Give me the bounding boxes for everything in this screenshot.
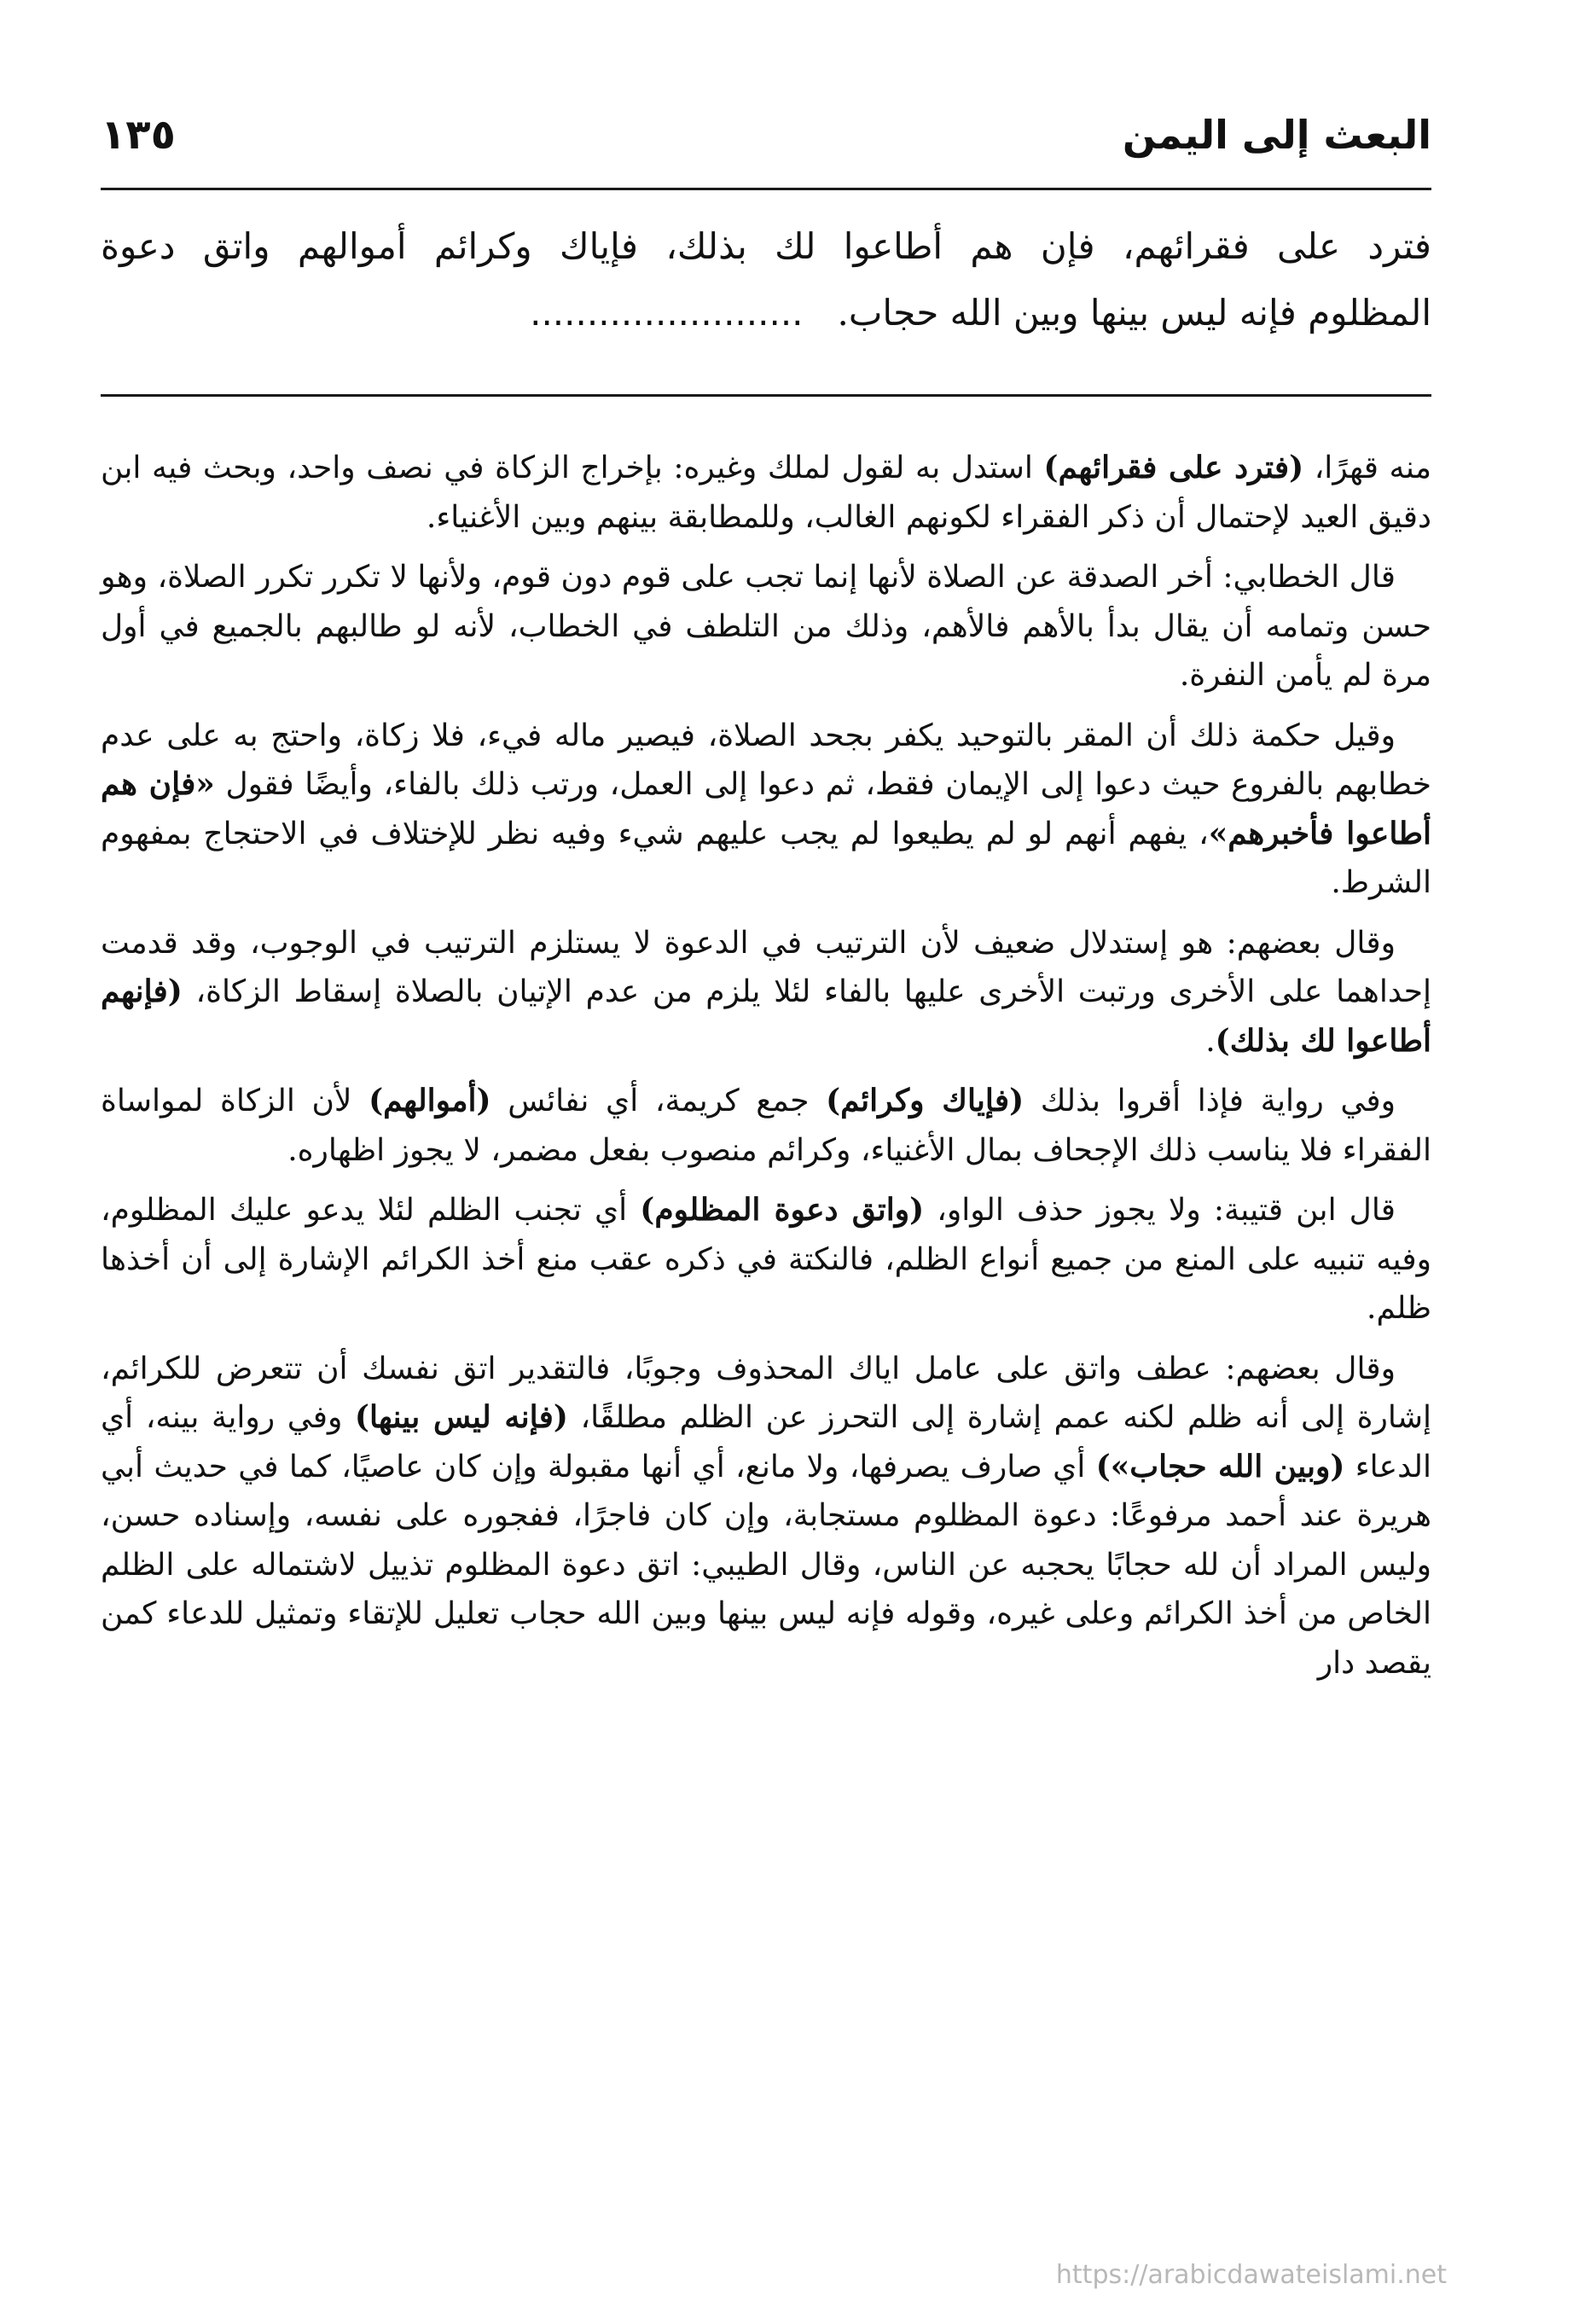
paragraph-text: منه قهرًا، (1303, 450, 1431, 485)
section-rule (101, 394, 1431, 397)
hadith-line-1: فترد على فقرائهم، فإن هم أطاعوا لك بذلك، فإياك وكرائم أموالهم واتق دعوة (101, 225, 1431, 267)
paragraph-text: أي تجنب الظلم لئلا يدعو عليك المظلوم، وفيه تنبيه على المنع من جميع أنواع الظلم، فالنكتة في ذكره عقب منع أخذ الكرائم الإشارة إلى أن أخذها ظلم. (101, 1193, 1431, 1326)
paragraph-text: لأن الزكاة لمواساة الفقراء فلا يناسب ذلك الإجحاف بمال الأغنياء، وكرائم منصوب بفعل مضمر، لا يجوز اظهاره. (101, 1084, 1431, 1168)
paragraph-text: وقال بعضهم: عطف واتق على عامل اياك المحذوف وجوبًا، فالتقدير اتق نفسك أن تتعرض للكرائم، إشارة إلى أنه ظلم لكنه عمم إشارة إلى التحرز عن الظلم مطلقًا، (101, 1351, 1431, 1435)
quoted-phrase: (فإياك وكرائم) (826, 1083, 1024, 1118)
commentary-body (101, 444, 1431, 1699)
paragraph-text: قال ابن قتيبة: ولا يجوز حذف الواو، (924, 1193, 1396, 1228)
commentary-paragraph (101, 1345, 1431, 1688)
paragraph-text: وقال بعضهم: هو إستدلال ضعيف لأن الترتيب في الدعوة لا يستلزم الترتيب في الوجوب، وقد قدمت إحداهما على الأخرى ورتبت الأخرى عليها بالفاء لئلا يلزم من عدم الإتيان بالصلاة إسقاط الزكاة، (101, 925, 1431, 1009)
quoted-phrase: (أموالهم) (369, 1083, 491, 1118)
page-number: ١٣٥ (101, 111, 176, 159)
watermark: https://arabicdawateislami.net (1055, 2260, 1447, 2290)
paragraph-text: ، يفهم أنهم لو لم يطيعوا لم يجب عليهم شيء وفيه نظر للإختلاف في الاحتجاج بمفهوم الشرط. (101, 816, 1431, 900)
page-header (101, 101, 1431, 169)
quoted-phrase: (فإنه ليس بينها) (354, 1399, 568, 1435)
commentary-paragraph (101, 444, 1431, 542)
commentary-paragraph (101, 712, 1431, 908)
paragraph-text: أي صارف يصرفها، ولا مانع، أي أنها مقبولة وإن كان عاصيًا، كما في حديث أبي هريرة عند أحمد مرفوعًا: دعوة المظلوم مستجابة، وإن كان فاجرًا، ففجوره على نفسه، وإسناده حسن، وليس المراد أن لله حجابًا يحجبه عن الناس، وقال الطيبي: اتق دعوة المظلوم تذييل لاشتماله على الظلم الخاص من أخذ الكرائم وعلى غيره، وقوله فإنه ليس بينها وبين الله حجاب تعليل للإتقاء وتمثيل للدعاء كمن يقصد دار (101, 1449, 1431, 1681)
paragraph-text: قال الخطابي: أخر الصدقة عن الصلاة لأنها إنما تجب على قوم دون قوم، ولأنها لا تكرر تكرر الصلاة، وهو حسن وتمامه أن يقال بدأ بالأهم فالأهم، وذلك من التلطف في الخطاب، لأنه لو طالبهم بالجميع في أول مرة لم يأمن النفرة. (101, 560, 1431, 693)
paragraph-text: . (1205, 1023, 1216, 1059)
paragraph-text: وقيل حكمة ذلك أن المقر بالتوحيد يكفر بجحد الصلاة، فيصير ماله فيء، فلا زكاة، واحتج به على عدم خطابهم بالفروع حيث دعوا إلى الإيمان فقط، ثم دعوا إلى العمل، ورتب ذلك بالفاء، وأيضًا فقول (101, 718, 1432, 802)
commentary-paragraph (101, 919, 1431, 1066)
running-title: البعث إلى اليمن (1122, 112, 1431, 158)
commentary-paragraph (101, 553, 1431, 700)
paragraph-text: وفي رواية بينه، أي الدعاء (101, 1400, 1431, 1484)
quoted-phrase: (فإنهم أطاعوا لك بذلك) (101, 973, 1431, 1059)
hadith-line-2 (101, 280, 1431, 346)
commentary-paragraph (101, 1077, 1431, 1175)
hadith-text (101, 213, 1431, 346)
commentary-paragraph (101, 1186, 1431, 1333)
ellipsis-dots: ........................ (530, 292, 804, 334)
paragraph-text: وفي رواية فإذا أقروا بذلك (1024, 1084, 1396, 1118)
paragraph-text: استدل به لقول لملك وغيره: بإخراج الزكاة في نصف واحد، وبحث فيه ابن دقيق العيد لإحتمال أن ذكر الفقراء لكونهم الغالب، وللمطابقة بينهم وبين الأغنياء. (101, 450, 1431, 535)
header-rule (101, 188, 1431, 190)
hadith-line-2-text: المظلوم فإنه ليس بينها وبين الله حجاب. (837, 292, 1431, 334)
quoted-phrase: (وبين الله حجاب») (1095, 1448, 1345, 1484)
quoted-phrase: (واتق دعوة المظلوم) (640, 1192, 925, 1228)
paragraph-text: جمع كريمة، أي نفائس (490, 1084, 827, 1118)
quoted-phrase: (فترد على فقرائهم) (1043, 450, 1304, 485)
quoted-phrase: «فإن هم أطاعوا فأخبرهم» (101, 766, 1431, 851)
